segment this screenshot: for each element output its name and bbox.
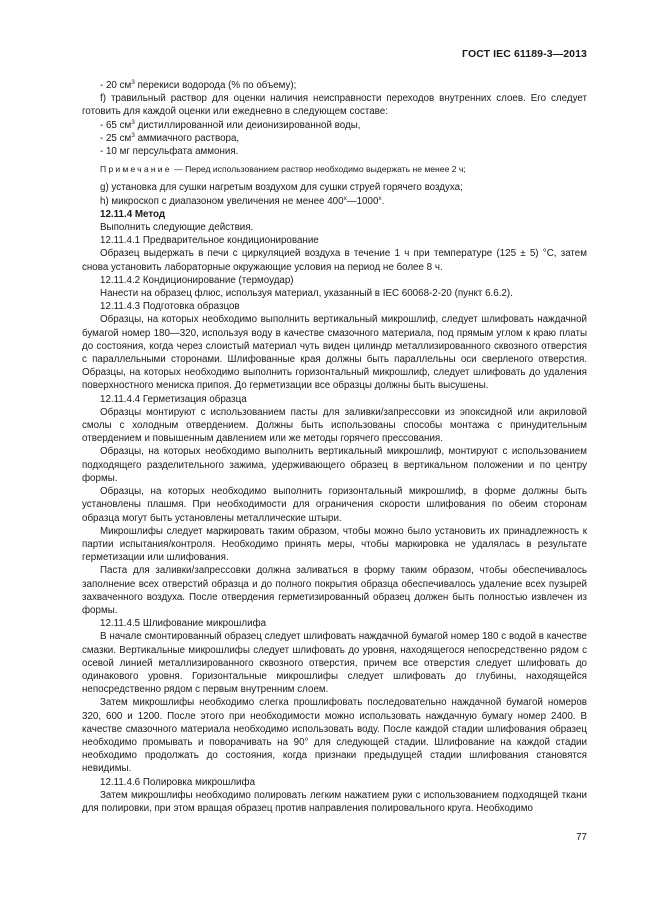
- list-item: - 10 мг персульфата аммония.: [100, 146, 239, 158]
- page-number: 77: [576, 832, 587, 843]
- paragraph: Паста для заливки/запрессовки должна заливаться в форму таким образом, чтобы обеспечивалось заполнение всех отверстий образца и до полного покрытия образца обеспечивалось удаление всех пузырей захваченного воздуха. После отвердения герметизированный образец должен быть полностью извлечен из формы.: [82, 565, 587, 616]
- paragraph: Нанести на образец флюс, используя материал, указанный в IEC 60068-2-20 (пункт 6.6.2).: [100, 288, 513, 300]
- document-id: ГОСТ IEC 61189-3—2013: [462, 48, 587, 60]
- list-item: - 25 $см^3$ аммиачного раствора,: [100, 131, 240, 144]
- paragraph: Образцы, на которых необходимо выполнить горизонтальный микрошлиф, в форме должны быть установлены плашмя. При необходимости для ограничения скорости шлифования по обеим сторонам образца могут быть установлены металлические штыри.: [82, 486, 587, 524]
- item-h: h) микроскоп с диапазоном увеличения не менее $400^х—1000^х$.: [100, 194, 385, 207]
- section-heading: 12.11.4 Метод: [100, 208, 166, 220]
- paragraph: Микрошлифы следует маркировать таким образом, чтобы можно было установить их принадлежность к партии испытания/контроля. Необходимо принять меры, чтобы маркировка не удалялась в результате герметизации или шлифования.: [82, 525, 587, 564]
- subsection-heading: 12.11.4.4 Герметизация образца: [100, 393, 247, 405]
- paragraph: Образцы монтируют с использованием пасты для заливки/запрессовки из эпоксидной или акриловой смолы с холодным отвердением. Должны быть использованы способы монтажа с принудительным отвердением и повышенным давлением или же методы горячего прессования.: [82, 406, 587, 445]
- subsection-heading: 12.11.4.5 Шлифование микрошлифа: [100, 618, 267, 630]
- subsection-heading: 12.11.4.6 Полировка микрошлифа: [100, 776, 256, 788]
- item-g: g) установка для сушки нагретым воздухом для сушки струей горячего воздуха;: [100, 182, 463, 194]
- item-f: f) травильный раствор для оценки наличия неисправности переходов внутренних слоев. Его следует готовить для каждой оценки или ежедневно в следующем составе:: [82, 93, 587, 118]
- subsection-heading: 12.11.4.2 Кондиционирование (термоудар): [100, 274, 294, 286]
- list-item: - 65 $см^3$ дистиллированной или деионизированной воды,: [100, 118, 361, 131]
- note-text: — Перед использованием раствор необходимо выдержать не менее 2 ч;: [171, 164, 466, 175]
- subsection-heading: 12.11.4.3 Подготовка образцов: [100, 301, 240, 313]
- paragraph: В начале смонтированный образец следует шлифовать наждачной бумагой номер 180 с водой в качестве смазки. Вертикальные микрошлифы следует шлифовать до уровня, находящегося непосредственно рядом с осевой линией металлизированного сквозного отверстия, причем все отверстия следует шлифовать до одинакового уровня. Горизонтальные микрошлифы следует шлифовать до глубины, находящейся непосредственно рядом с первым внутренним слоем.: [82, 631, 587, 696]
- document-body: [82, 79, 587, 815]
- document-header: [82, 48, 587, 60]
- subsection-heading: 12.11.4.1 Предварительное кондиционирование: [100, 235, 319, 247]
- paragraph: Выполнить следующие действия.: [100, 222, 254, 234]
- paragraph: Затем микрошлифы необходимо полировать легким нажатием руки с использованием подходящей ткани для полировки, при этом вращая образец против направления полировального круга. Необходимо: [82, 789, 587, 814]
- paragraph: Образцы, на которых необходимо выполнить вертикальный микрошлиф, следует шлифовать наждачной бумагой номер 180—320, используя воду в качестве смазочного материала, под прямым углом к краю платы до состояния, когда через слоистый материал чуть виден цилиндр металлизированного сквозного отверстия с параллельными сторонами. Шлифованные края должны быть параллельны оси сверленого отверстия. Образцы, на которых необходимо выполнить горизонтальный микрошлиф, следует шлифовать до удаления поверхностного мениска припоя. До герметизации все образцы должны быть высушены.: [82, 314, 587, 392]
- paragraph: Образцы, на которых необходимо выполнить вертикальный микрошлиф, монтируют с использованием подходящего разделительного зажима, удерживающего образец в вертикальном положении и по центру формы.: [82, 446, 587, 484]
- note-label: Примечание: [100, 164, 172, 175]
- paragraph: Образец выдержать в печи с циркуляцией воздуха в течение 1 ч при температуре (125 ± 5) °С, затем снова установить лабораторные окружающие условия на период не более 8 ч.: [82, 248, 587, 273]
- note: [82, 163, 587, 176]
- paragraph: Затем микрошлифы необходимо слегка прошлифовать последовательно наждачной бумагой номеров 320, 600 и 1200. После этого при необходимости можно использовать наждачную бумагу номер 2400. В качестве смазочного материала необходимо использовать воду. После каждой стадии шлифования образец необходимо промывать и поворачивать на 90° для следующей стадии. Шлифование на каждой стадии необходимо продолжать до состояния, когда признаки предыдущей стадии шлифования становятся невидимы.: [82, 697, 587, 775]
- list-item: - 20 $см^3$ перекиси водорода (% по объему);: [100, 79, 297, 91]
